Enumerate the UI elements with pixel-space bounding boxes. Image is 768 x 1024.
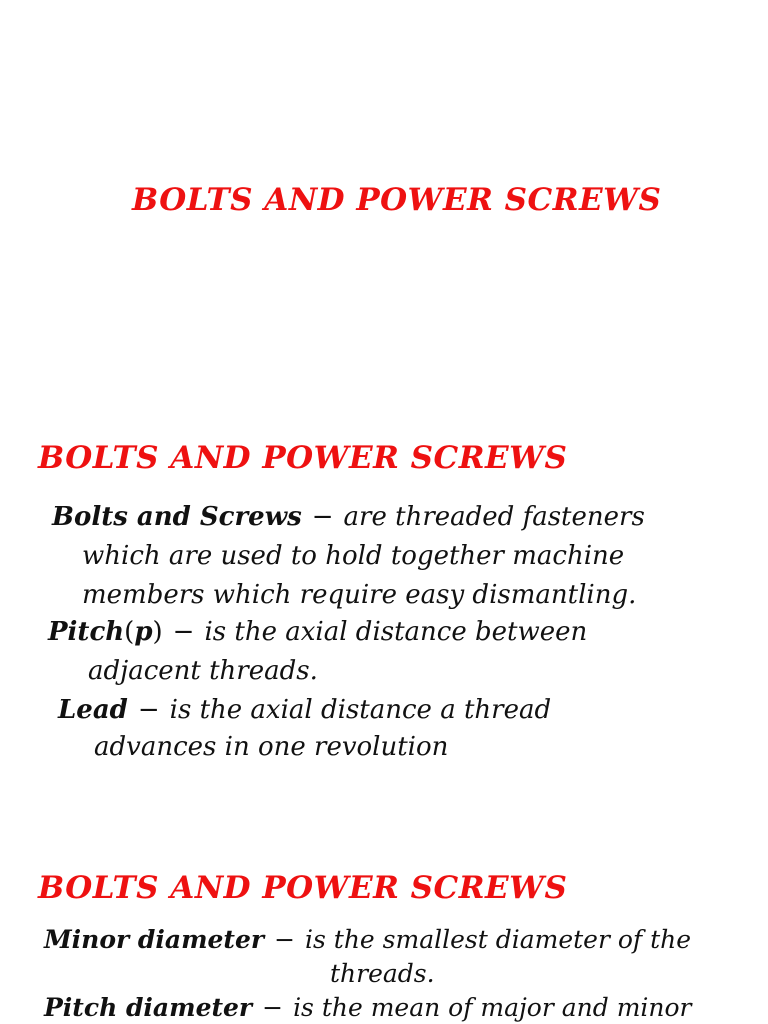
dash: − xyxy=(137,695,160,725)
symbol: p xyxy=(134,617,153,647)
title-slide xyxy=(0,0,768,400)
definitions-slide-1 xyxy=(0,410,768,830)
term: Lead xyxy=(58,695,128,725)
definition-text: is the smallest diameter of the xyxy=(305,925,692,954)
definition-continuation: adjacent threads. xyxy=(88,656,318,686)
definition-text: is the axial distance a thread xyxy=(169,695,552,725)
term: Minor diameter xyxy=(44,925,265,954)
term: Pitch diameter xyxy=(44,993,253,1022)
dash: − xyxy=(311,502,334,532)
definition-pitch xyxy=(48,617,587,647)
definitions-slide-2 xyxy=(0,840,768,1024)
definition-lead xyxy=(58,695,551,725)
definition-minor-diameter xyxy=(44,925,691,954)
slide-heading: BOLTS AND POWER SCREWS xyxy=(38,870,568,906)
dash: − xyxy=(172,617,195,647)
definition-continuation: threads. xyxy=(330,959,435,988)
definition-text: is the mean of major and minor xyxy=(293,993,692,1022)
slide-title: BOLTS AND POWER SCREWS xyxy=(132,182,662,218)
term: Bolts and Screws xyxy=(52,502,302,532)
definition-continuation: members which require easy dismantling. xyxy=(82,580,637,610)
paren-open: ( xyxy=(124,617,135,647)
definition-text: is the axial distance between xyxy=(204,617,588,647)
paren-close: ) xyxy=(152,617,163,647)
definition-bolts-and-screws xyxy=(52,502,645,532)
dash: − xyxy=(262,993,284,1022)
slide-heading: BOLTS AND POWER SCREWS xyxy=(38,440,568,476)
definition-text: are threaded fasteners xyxy=(343,502,645,532)
definition-continuation: advances in one revolution xyxy=(94,732,449,762)
term: Pitch xyxy=(48,617,125,647)
definition-continuation: which are used to hold together machine xyxy=(82,541,625,571)
definition-pitch-diameter xyxy=(44,993,692,1022)
dash: − xyxy=(274,925,296,954)
